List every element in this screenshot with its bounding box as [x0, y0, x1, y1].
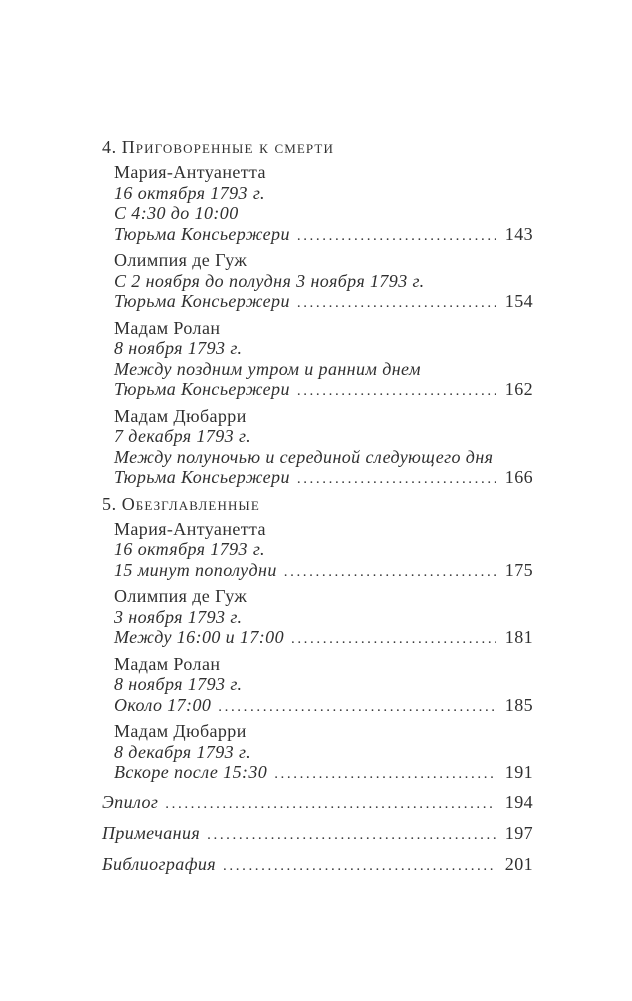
toc-section-5	[102, 494, 533, 785]
toc-tail-entry	[102, 854, 533, 877]
entry-leader-row	[114, 467, 533, 490]
entry-place: Тюрьма Консьержери	[114, 223, 290, 244]
toc-tail-entry	[102, 792, 533, 815]
dot-leader	[274, 764, 496, 785]
entry-name: Мадам Дюбарри	[114, 721, 247, 741]
section-title: Обезглавленные	[121, 493, 260, 514]
page-number: 154	[504, 291, 533, 311]
tail-title: Примечания	[102, 822, 201, 843]
entry-leader-row	[114, 695, 533, 718]
entry-name: Мадам Ролан	[114, 653, 221, 674]
toc-tail	[102, 792, 533, 877]
dot-leader	[297, 469, 496, 490]
section-heading	[102, 494, 533, 515]
entry-leader-row	[114, 224, 533, 247]
entry-date: 16 октября 1793 г.	[114, 182, 265, 203]
entry-name: Мария-Антуанетта	[114, 162, 266, 182]
entry-name: Олимпия де Гуж	[114, 250, 248, 270]
page-number: 181	[504, 627, 533, 647]
page-number: 197	[504, 822, 533, 843]
tail-title: Библиография	[102, 853, 217, 874]
page-number: 175	[504, 559, 533, 580]
toc-entry	[114, 406, 533, 490]
page-number: 185	[504, 694, 533, 715]
dot-leader	[218, 697, 496, 718]
entry-date: 7 декабря 1793 г.	[114, 426, 252, 446]
entry-place: Тюрьма Консьержери	[114, 291, 290, 311]
entry-place: Тюрьма Консьержери	[114, 379, 290, 399]
toc-entry	[114, 318, 533, 402]
toc-section-4	[102, 137, 533, 490]
section-heading	[102, 137, 533, 158]
entry-name: Олимпия де Гуж	[114, 586, 248, 606]
entry-time: Между поздним утром и ранним днем	[114, 358, 421, 379]
entry-time: Около 17:00	[114, 694, 212, 715]
entry-leader-row	[114, 627, 533, 650]
toc-entry	[114, 519, 533, 583]
page-number: 162	[504, 379, 533, 399]
page-number: 191	[504, 762, 533, 782]
entry-name: Мадам Ролан	[114, 317, 221, 338]
entry-date: 3 ноября 1793 г.	[114, 606, 243, 627]
toc-entry	[114, 721, 533, 785]
dot-leader	[284, 562, 496, 583]
section-number: 4.	[102, 137, 117, 157]
page-number: 143	[504, 223, 533, 244]
dot-leader	[223, 856, 496, 877]
dot-leader	[297, 293, 496, 314]
dot-leader	[297, 226, 496, 247]
page-number: 201	[504, 853, 533, 874]
entry-place: Тюрьма Консьержери	[114, 467, 290, 487]
entry-leader-row	[114, 560, 533, 583]
section-number: 5.	[102, 493, 117, 514]
dot-leader	[297, 381, 496, 402]
dot-leader	[291, 629, 496, 650]
entry-leader-row	[114, 762, 533, 785]
page-number: 166	[504, 467, 533, 487]
toc-entry	[114, 250, 533, 314]
entry-time: С 4:30 до 10:00	[114, 203, 239, 223]
entry-time: 15 минут пополудни	[114, 559, 277, 580]
entry-time: Между 16:00 и 17:00	[114, 627, 284, 647]
entry-leader-row	[114, 379, 533, 402]
toc-entry	[114, 162, 533, 246]
entry-date: 16 октября 1793 г.	[114, 539, 265, 559]
entry-date: 8 декабря 1793 г.	[114, 741, 252, 762]
entry-date: С 2 ноября до полудня 3 ноября 1793 г.	[114, 270, 425, 291]
tail-title: Эпилог	[102, 791, 159, 812]
dot-leader	[207, 825, 496, 846]
entry-name: Мадам Дюбарри	[114, 405, 247, 426]
entry-leader-row	[114, 291, 533, 314]
entry-name: Мария-Антуанетта	[114, 518, 266, 539]
entry-date: 8 ноября 1793 г.	[114, 674, 243, 694]
dot-leader	[165, 794, 496, 815]
toc-entry	[114, 586, 533, 650]
toc-tail-entry	[102, 823, 533, 846]
section-title: Приговоренные к смерти	[121, 137, 334, 157]
entry-date: 8 ноября 1793 г.	[114, 338, 243, 358]
entry-time: Вскоре после 15:30	[114, 762, 268, 782]
entry-time: Между полуночью и серединой следующего дня	[114, 446, 494, 467]
page-number: 194	[504, 791, 533, 812]
toc-entry	[114, 654, 533, 718]
